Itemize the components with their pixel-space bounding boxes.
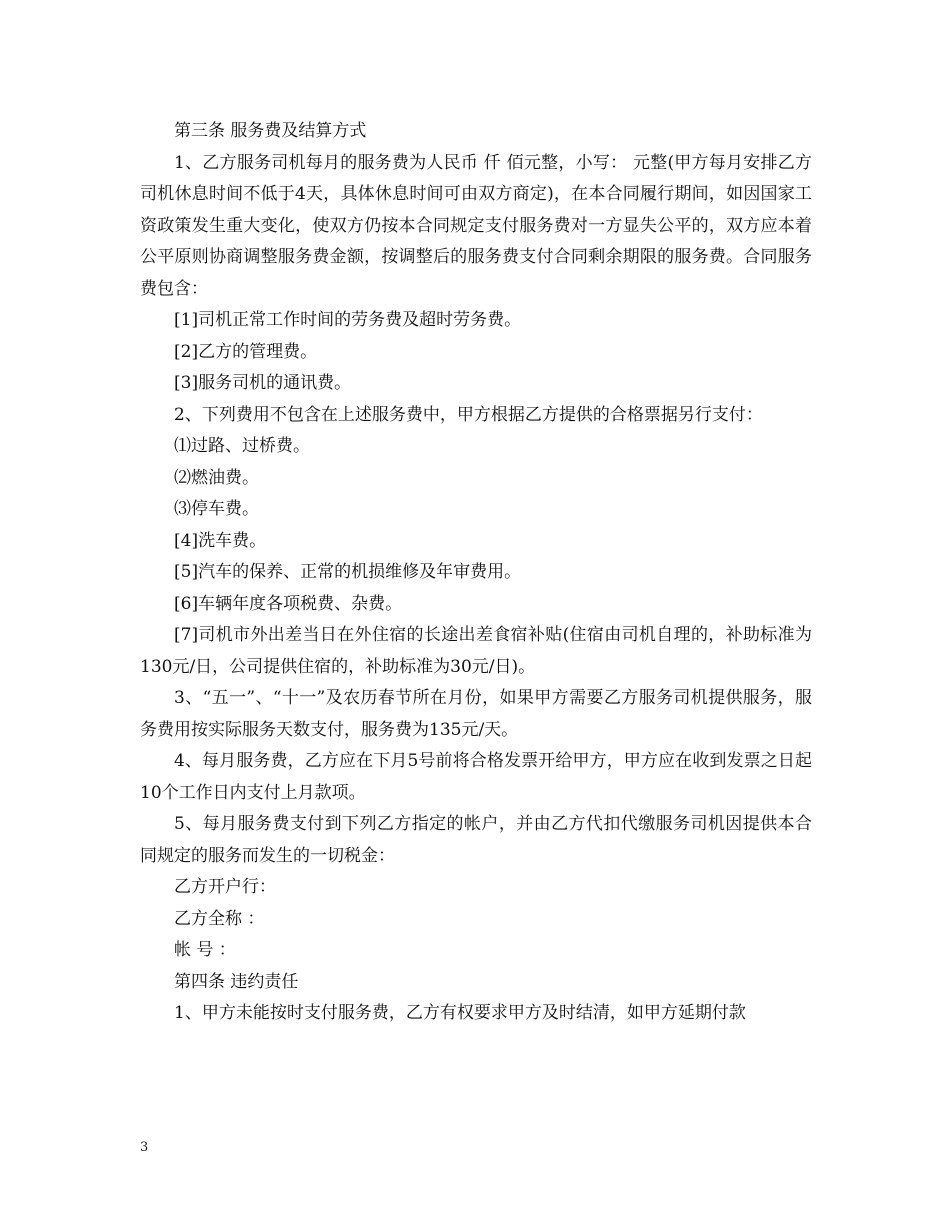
list-item-excluded-2: ⑵燃油费。: [174, 467, 259, 488]
section-heading-article-3: 第三条 服务费及结算方式: [174, 121, 367, 141]
list-item-excluded-4: [4]洗车费。: [174, 530, 267, 551]
field-bank: 乙方开户行：: [174, 877, 276, 897]
list-item-excluded-3: ⑶停车费。: [174, 499, 259, 519]
paragraph-fee-amount: 1、乙方服务司机每月的服务费为人民币 仟 佰元整，小写： 元整(甲方每月安排乙方司机休息时间不低于4天，具体休息时间可由双方商定)，在本合同履行期间，如因国家工资政策发生重大变化，使双方仍按本合同规定支付服务费对一方显失公平的，双方应本着公平原则协商调整服务费金额，按调整后的服务费支付合同剩余期限的服务费。合同服务费包含：: [140, 152, 812, 299]
list-item-fee-1: [1]司机正常工作时间的劳务费及超时劳务费。: [174, 310, 522, 330]
field-full-name: 乙方全称 ：: [174, 908, 265, 929]
page-number: 3: [140, 1140, 149, 1155]
paragraph-excluded-fees: 2、下列费用不包含在上述服务费中，甲方根据乙方提供的合格票据另行支付：: [174, 404, 763, 425]
list-item-fee-2: [2]乙方的管理费。: [174, 341, 318, 362]
section-heading-article-4: 第四条 违约责任: [174, 971, 299, 992]
list-item-excluded-7: [7]司机市外出差当日在外住宿的长途出差食宿补贴(住宿由司机自理的，补助标准为130元/日，公司提供住宿的，补助标准为30元/日)。: [140, 625, 812, 677]
list-item-fee-3: [3]服务司机的通讯费。: [174, 373, 352, 393]
paragraph-breach: 1、甲方未能按时支付服务费，乙方有权要求甲方及时结清，如甲方延期付款: [174, 1003, 746, 1023]
list-item-excluded-5: [5]汽车的保养、正常的机损维修及年审费用。: [174, 562, 522, 582]
paragraph-invoice: 4、每月服务费，乙方应在下月5号前将合格发票开给甲方，甲方应在收到发票之日起10个工作日内支付上月款项。: [140, 751, 812, 803]
list-item-excluded-1: ⑴过路、过桥费。: [174, 436, 310, 456]
paragraph-payment-account: 5、每月服务费支付到下列乙方指定的帐户，并由乙方代扣代缴服务司机因提供本合同规定的服务而发生的一切税金：: [140, 814, 812, 866]
document-body: [140, 116, 812, 1030]
list-item-excluded-6: [6]车辆年度各项税费、杂费。: [174, 593, 403, 614]
field-account-number: 帐 号 ：: [174, 940, 236, 960]
paragraph-holiday-service: 3、“五一”、“十一”及农历春节所在月份，如果甲方需要乙方服务司机提供服务，服务费用按实际服务天数支付，服务费为135元/天。: [140, 688, 812, 740]
